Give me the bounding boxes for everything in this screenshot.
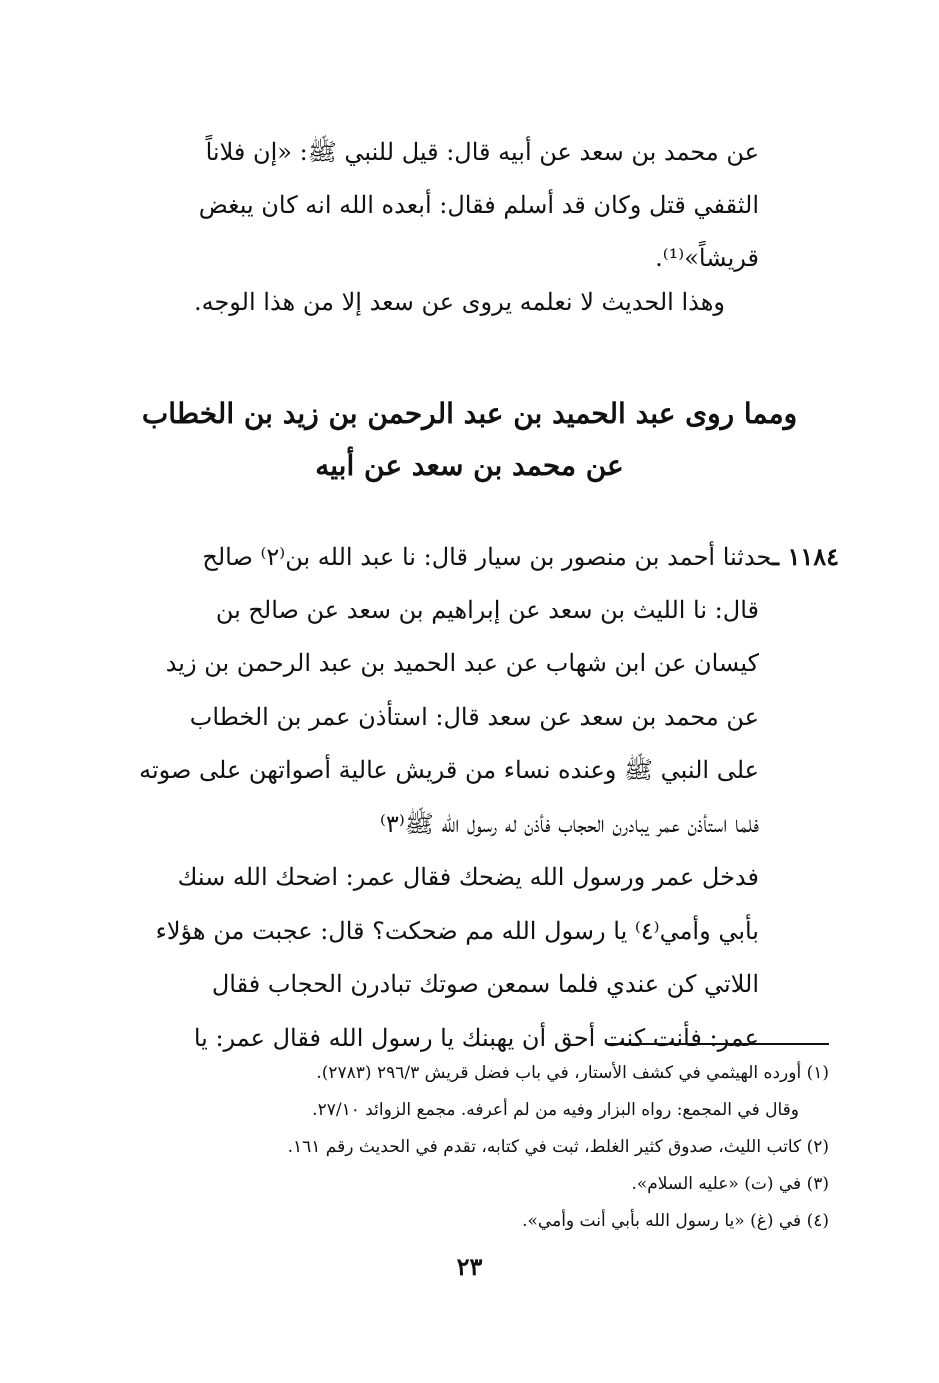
hadith-line: عن محمد بن سعد عن سعد قال: استأذن عمر بن الخطاب — [189, 702, 759, 731]
hadith-line: فدخل عمر ورسول الله يضحك فقال عمر: اضحك الله سنك — [177, 863, 759, 891]
hadith-first-line-text: حدثنا أحمد بن منصور بن سيار قال: نا عبد الله بن⁽٢⁾ صالح — [202, 543, 773, 571]
intro-line-2: الثقفي قتل وكان قد أسلم فقال: أبعده الله انه كان يبغض — [198, 191, 759, 219]
page-number: ٢٣ — [456, 1252, 483, 1281]
footnote-1-continuation: وقال في المجمع: رواه البزار وفيه من لم أعرفه. مجمع الزوائد ٢٧/١٠. — [312, 1100, 799, 1120]
section-heading — [120, 388, 819, 492]
footnote-divider — [607, 1043, 829, 1045]
footnote-4: (٤) في (غ) «يا رسول الله بأبي أنت وأمي». — [522, 1211, 829, 1231]
hadith-line: بأبي وأمي⁽٤⁾ يا رسول الله مم ضحكت؟ قال: عجبت من هؤلاء — [155, 916, 759, 945]
hadith-line: كيسان عن ابن شهاب عن عبد الحميد بن عبد الرحمن بن زيد — [165, 649, 759, 677]
hadith-line: قال: نا الليث بن سعد عن إبراهيم بن سعد عن صالح بن — [215, 595, 759, 624]
intro-line-1: عن محمد بن سعد عن أبيه قال: قيل للنبي ﷺ: «إن فلاناً — [205, 138, 759, 166]
hadith-line: عمر: فأنت كنت أحق أن يهبنك يا رسول الله فقال عمر: يا — [193, 1023, 759, 1052]
hadith-paragraph — [99, 530, 839, 1065]
hadith-number: ١١٨٤ ـ — [772, 542, 839, 571]
hadith-line: اللاتي كن عندي فلما سمعن صوتك تبادرن الحجاب فقال — [211, 970, 759, 998]
hadith-first-line — [99, 530, 839, 584]
footnote-1: (١) أورده الهيثمي في كشف الأستار، في باب فضل قريش ٢٩٦/٣ (٢٧٨٣). — [316, 1063, 829, 1083]
intro-line-3: قريشاً»⁽¹⁾. — [655, 244, 759, 272]
hadith-grading-note: وهذا الحديث لا نعلمه يروى عن سعد إلا من هذا الوجه. — [193, 288, 725, 316]
hadith-line: على النبي ﷺ وعنده نساء من قريش عالية أصواتهن على صوته — [139, 756, 759, 784]
footnote-2: (٢) كاتب الليث، صدوق كثير الغلط، ثبت في كتابه، تقدم في الحديث رقم ١٦١. — [287, 1137, 829, 1157]
footnotes — [89, 1055, 829, 1240]
hadith-line: فلما استأذن عمر يبادرن الحجاب فأذن له رسول الله ﷺ⁽٣⁾ — [380, 809, 759, 838]
footnote-3: (٣) في (ت) «عليه السلام». — [631, 1174, 829, 1194]
section-heading-line-1: ومما روى عبد الحميد بن عبد الرحمن بن زيد بن الخطاب — [141, 397, 798, 430]
intro-paragraph — [169, 126, 759, 285]
section-heading-line-2: عن محمد بن سعد عن أبيه — [315, 449, 624, 482]
